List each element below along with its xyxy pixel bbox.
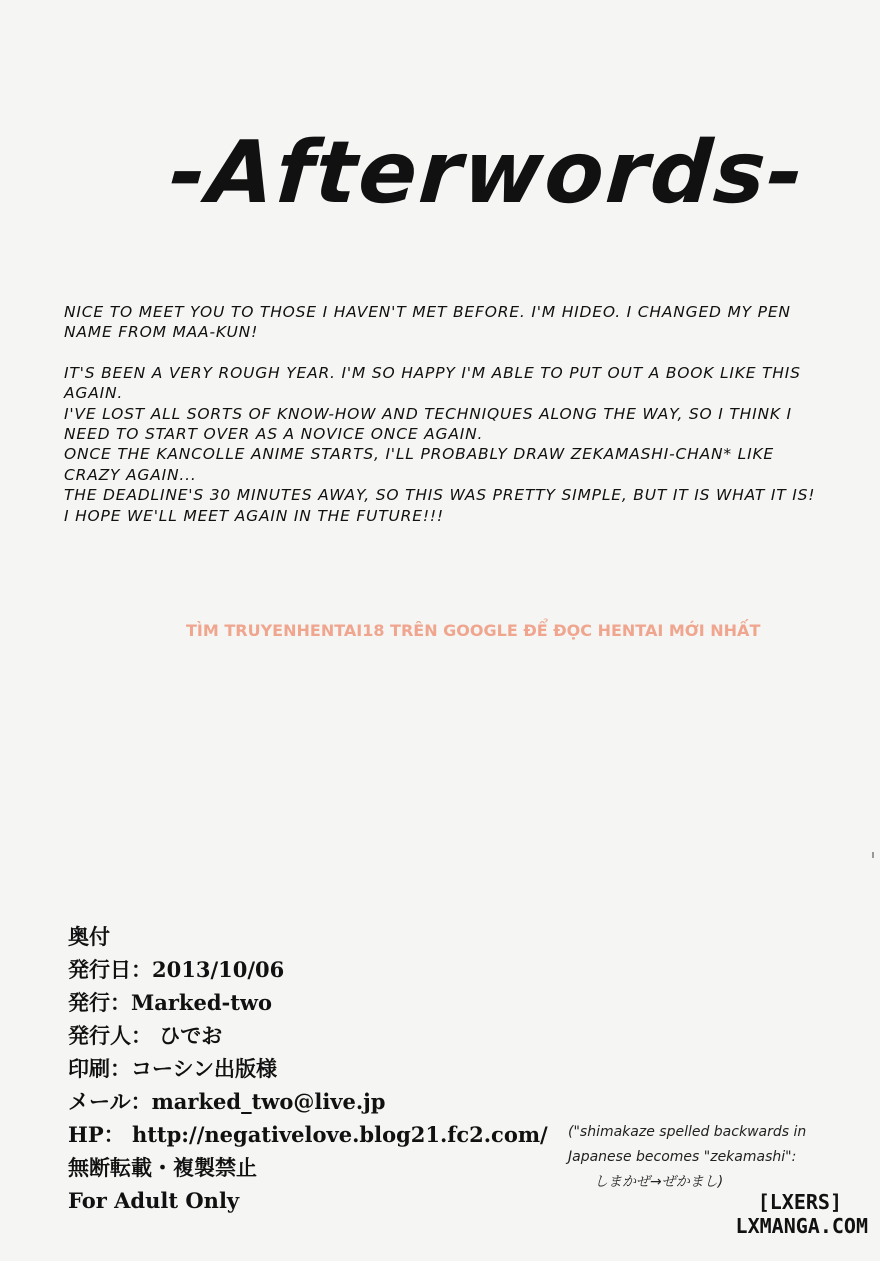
colophon-adult: For Adult Only xyxy=(68,1188,240,1213)
page-title: -Afterwords- xyxy=(166,123,809,223)
colophon-publisher: 発行：Marked-two xyxy=(68,990,273,1015)
afterword-paragraph: NICE TO MEET YOU TO THOSE I HAVEN'T MET BEFORE. I'M HIDEO. I CHANGED MY PEN NAME FROM MAA-KUN! xyxy=(64,303,791,342)
brand-logo xyxy=(728,1190,868,1238)
colophon-homepage: HP： http://negativelove.blog21.fc2.com/ xyxy=(68,1122,548,1147)
colophon-author: 発行人： ひでお xyxy=(68,1023,223,1048)
colophon-prohibited: 無断転載・複製禁止 xyxy=(68,1155,257,1180)
brand-tag: [LXERS] xyxy=(757,1190,842,1214)
translator-note-line: しまかぜ→ぜかまし) xyxy=(594,1174,724,1190)
colophon-printer: 印刷：コーシン出版様 xyxy=(68,1056,278,1081)
translator-note xyxy=(568,1120,808,1195)
colophon-heading: 奥付 xyxy=(68,924,110,949)
translator-note-line: Japanese becomes "zekamashi": xyxy=(568,1149,797,1165)
afterword-paragraph: IT'S BEEN A VERY ROUGH YEAR. I'M SO HAPPY I'M ABLE TO PUT OUT A BOOK LIKE THIS AGAIN. I'VE LOST ALL SORTS OF KNOW-HOW AND TECHNIQUES ALONG THE WAY, SO I THINK I NEED TO START OVER AS A NOVICE ONCE AGAIN. ONCE THE KANCOLLE ANIME STARTS, I'LL PROBABLY DRAW ZEKAMASHI-CHAN* LIKE CRAZY AGAIN... THE DEADLINE'S 30 MINUTES AWAY, SO THIS WAS PRETTY SIMPLE, BUT IT IS WHAT IT IS! I HOPE WE'LL MEET AGAIN IN THE FUTURE!!! xyxy=(64,363,816,525)
edge-mark xyxy=(872,852,874,858)
colophon-date: 発行日：2013/10/06 xyxy=(68,957,285,982)
watermark-text: TÌM TRUYENHENTAI18 TRÊN GOOGLE ĐỂ ĐỌC HENTAI MỚI NHẤT xyxy=(186,621,761,640)
brand-site: LXMANGA.COM xyxy=(735,1214,868,1238)
translator-note-line: ("shimakaze spelled backwards in xyxy=(568,1124,807,1140)
colophon xyxy=(68,920,608,1217)
colophon-mail: メール：marked_two@live.jp xyxy=(68,1089,386,1114)
afterword-text xyxy=(64,302,824,526)
